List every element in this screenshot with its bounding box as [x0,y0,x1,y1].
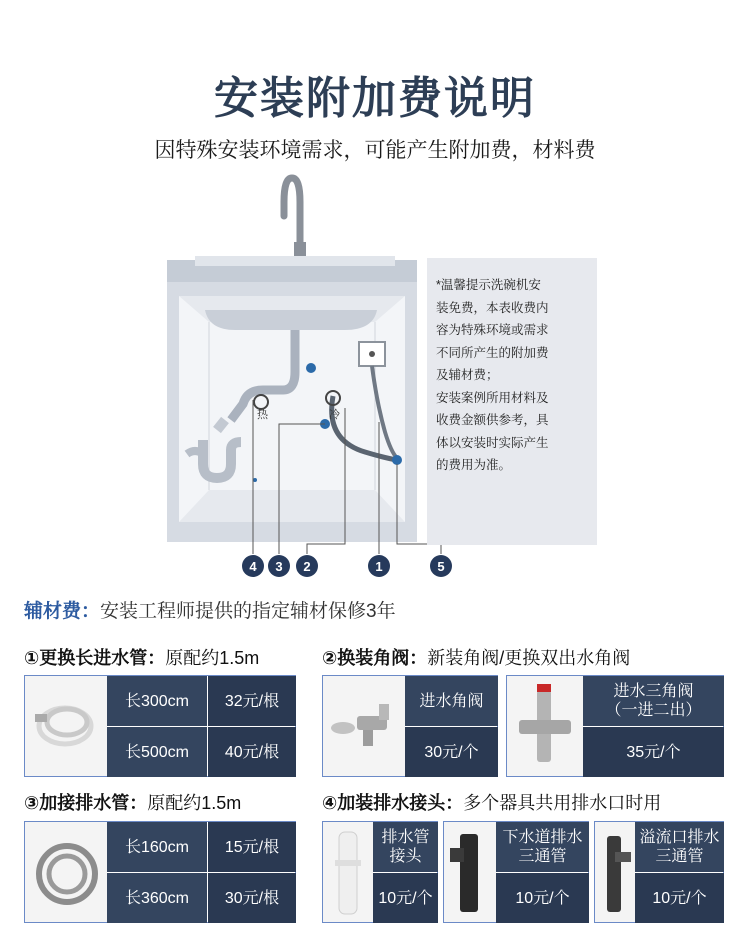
marker-1 [368,555,390,577]
item-number: ② [322,648,338,668]
drain-hose-image [25,822,107,922]
sewer-tee-image [444,822,496,922]
install-note [436,274,592,477]
product-name-cell: 进水角阀 [405,676,498,726]
item-desc: 原配约1.5m [165,648,260,668]
page-subtitle: 因特殊安装环境需求，可能产生附加费，材料费 [154,139,596,162]
item-label: 加接排水管： [39,793,148,813]
drain-connector-image [323,822,373,922]
inlet-angle-valve-card [322,675,498,777]
product-price-cell: 10元/个 [635,873,724,923]
svg-text:4: 4 [249,559,257,574]
note-paragraph-1: *温馨提示洗碗机安 装免费，本表收费内 容为特殊环境或需求 不同所产生的附加费 及辅材费； [436,278,549,382]
item-heading-angle-valve [322,644,630,670]
product-name-cell: 进水三角阀 （一进二出） [583,676,724,726]
item-heading-drain-hose [24,789,241,815]
item-number: ① [24,648,40,668]
materials-fee-text: 安装工程师提供的指定辅材保修3年 [100,601,396,622]
item-label: 加装排水接头： [337,793,464,813]
product-price-cell: 10元/个 [496,873,589,923]
inlet-hose-image [25,676,107,776]
cold-label: 冷 [329,409,340,421]
item-heading-inlet-hose [24,644,259,670]
price-value-cell: 30元/根 [208,873,296,923]
overflow-tee-image [595,822,635,922]
price-value-cell: 15元/根 [208,822,296,872]
svg-text:2: 2 [303,559,311,574]
price-spec-cell: 长300cm [107,676,207,726]
drain-hose-price-table [24,821,296,923]
item-label: 换装角阀： [337,648,428,668]
marker-2 [296,555,318,577]
three-way-valve-image [507,676,583,776]
drain-connector-card [322,821,438,923]
product-price-cell: 30元/个 [405,727,498,777]
page-title: 安装附加费说明 [214,74,536,123]
item-number: ③ [24,793,40,813]
inlet-hose-price-table [24,675,296,777]
price-spec-cell: 长500cm [107,727,207,777]
product-name-cell: 溢流口排水 三通管 [635,822,724,872]
sewer-tee-card [443,821,589,923]
three-way-valve-card [506,675,724,777]
product-price-cell: 35元/个 [583,727,724,777]
svg-text:3: 3 [275,559,283,574]
hot-label: 热 [257,409,268,421]
item-desc: 原配约1.5m [147,793,242,813]
angle-valve-image [323,676,405,776]
svg-text:1: 1 [375,559,383,574]
sink-bowl [205,310,377,330]
product-name-cell: 下水道排水 三通管 [496,822,589,872]
svg-text:5: 5 [437,559,445,574]
materials-fee-heading [24,596,396,623]
item-heading-drain-connector [322,789,661,815]
item-desc: 多个器具共用排水口时用 [463,793,662,813]
note-paragraph-2: 安装案例所用材料及 收费金额供参考，具 体以安装时实际产生 的费用为准。 [436,390,549,472]
price-spec-cell: 长360cm [107,873,207,923]
price-value-cell: 32元/根 [208,676,296,726]
marker-4 [242,555,264,577]
item-desc: 新装角阀/更换双出水角阀 [427,648,631,668]
item-number: ④ [322,793,338,813]
product-name-cell: 排水管 接头 [373,822,438,872]
marker-5 [430,555,452,577]
price-value-cell: 40元/根 [208,727,296,777]
overflow-tee-card [594,821,724,923]
price-spec-cell: 长160cm [107,822,207,872]
materials-fee-label: 辅材费： [24,601,101,622]
marker-3 [268,555,290,577]
product-price-cell: 10元/个 [373,873,438,923]
item-label: 更换长进水管： [39,648,166,668]
